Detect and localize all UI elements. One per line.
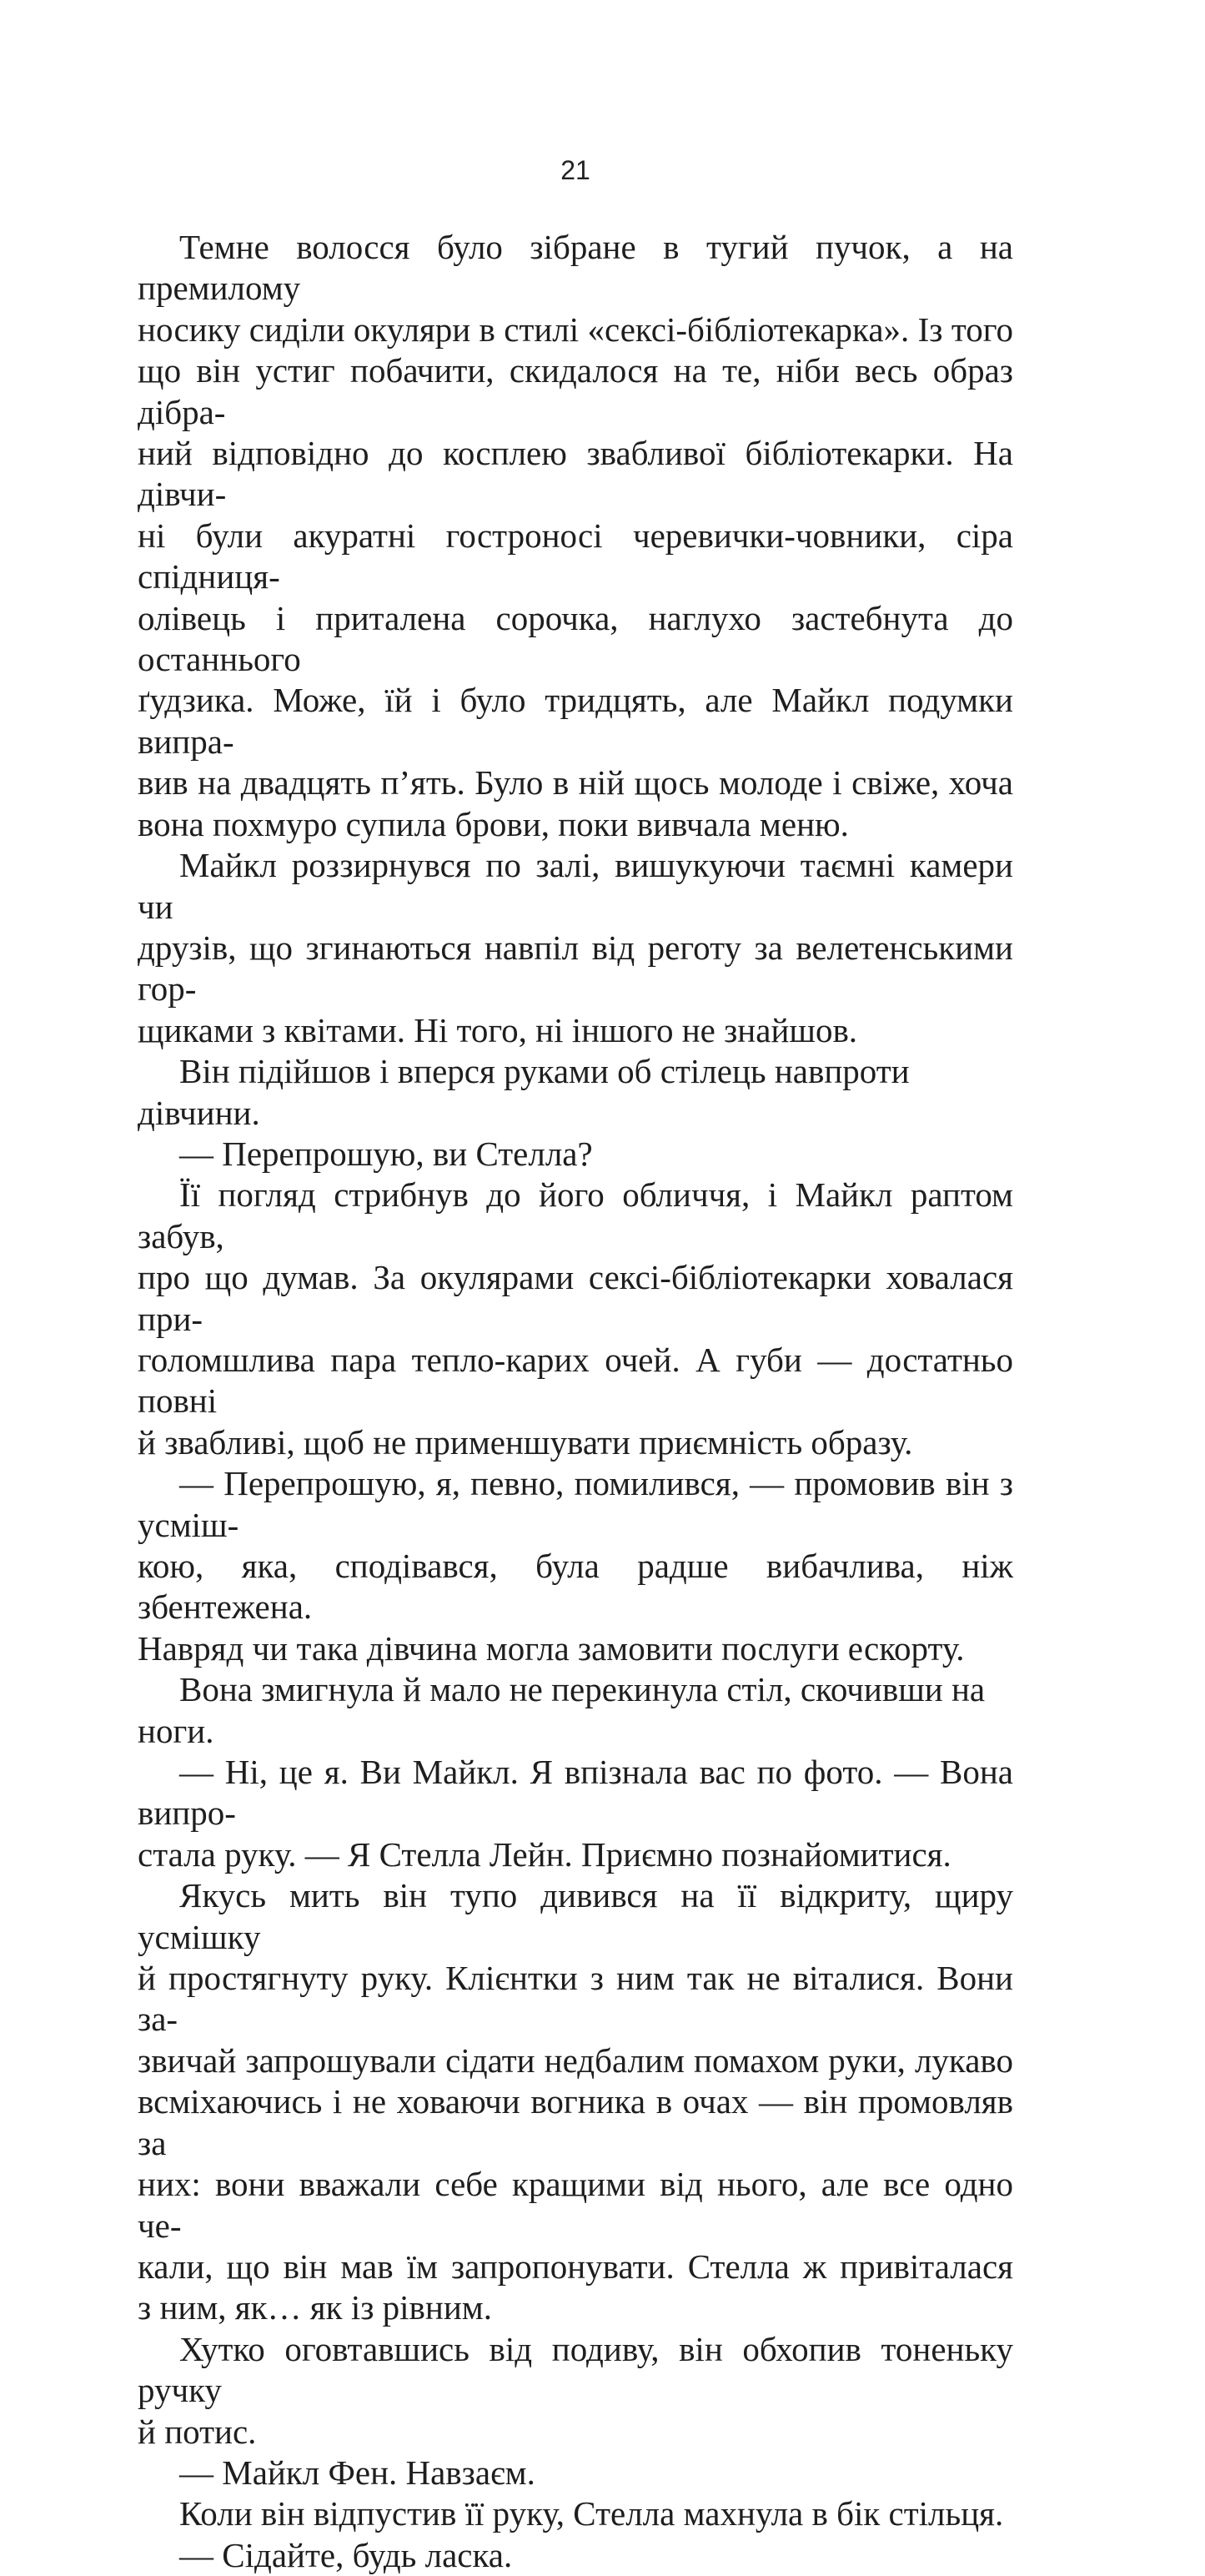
dialogue-paragraph xyxy=(138,1752,1013,1875)
text-line: й потис. xyxy=(138,2412,257,2451)
dialogue-paragraph xyxy=(138,2453,1013,2493)
text-line: з ним, як… як із рівним. xyxy=(138,2288,492,2327)
body-text xyxy=(138,227,1013,2576)
text-line: Вона змигнула й мало не перекинула стіл, скочивши на ноги. xyxy=(138,1670,986,1750)
text-line: ні були акуратні гостроносі черевички-човники, сіра спідниця- xyxy=(138,516,1013,596)
text-paragraph xyxy=(138,1051,1013,1134)
text-line: Темне волосся було зібране в тугий пучок, а на премилому xyxy=(138,228,1013,308)
text-line: вона похмуро супила брови, поки вивчала меню. xyxy=(138,804,849,843)
text-line: вив на двадцять п’ять. Було в ній щось молоде і свіже, хоча xyxy=(138,763,1013,802)
text-line: Хутко оговтавшись від подиву, він обхопив тоненьку ручку xyxy=(138,2329,1013,2410)
text-paragraph xyxy=(138,1669,1013,1752)
text-line: голомшлива пара тепло-карих очей. А губи — достатньо повні xyxy=(138,1340,1013,1421)
text-line: Коли він відпустив її руку, Стелла махнула в бік стільця. xyxy=(179,2494,1004,2533)
text-line: й звабливі, щоб не применшувати приємність образу. xyxy=(138,1422,913,1462)
dialogue-paragraph xyxy=(138,2535,1013,2576)
text-line: Навряд чи така дівчина могла замовити послуги ескорту. xyxy=(138,1628,965,1668)
text-line: й простягнуту руку. Клієнтки з ним так не віталися. Вони за- xyxy=(138,1959,1013,2039)
text-line: щиками з квітами. Ні того, ні іншого не знайшов. xyxy=(138,1010,858,1049)
text-paragraph xyxy=(138,1875,1013,2328)
text-line: що він устиг побачити, скидалося на те, ніби весь образ дібра- xyxy=(138,351,1013,431)
text-line: — Майкл Фен. Навзаєм. xyxy=(179,2453,535,2492)
text-line: звичай запрошували сідати недбалим помахом руки, лукаво xyxy=(138,2040,1013,2080)
text-paragraph xyxy=(138,2329,1013,2453)
text-line: про що думав. За окулярами сексі-бібліотекарки ховалася при- xyxy=(138,1258,1013,1338)
text-line: ний відповідно до косплею звабливої бібліотекарки. На дівчи- xyxy=(138,434,1013,514)
page-number: 21 xyxy=(560,155,590,185)
text-line: Він підійшов і вперся руками об стілець навпроти дівчини. xyxy=(138,1052,910,1132)
text-paragraph xyxy=(138,1175,1013,1463)
text-paragraph xyxy=(138,227,1013,845)
text-line: — Перепрошую, я, певно, помилився, — промовив він з усміш- xyxy=(138,1464,1013,1544)
text-line: Її погляд стрибнув до його обличчя, і Майкл раптом забув, xyxy=(138,1175,1013,1255)
text-line: — Перепрошую, ви Стелла? xyxy=(179,1134,593,1173)
text-line: Якусь мить він тупо дивився на її відкриту, щиру усмішку xyxy=(138,1876,1013,1956)
text-line: ґудзика. Може, їй і було тридцять, але Майкл подумки випра- xyxy=(138,681,1013,761)
text-line: друзів, що згинаються навпіл від реготу за велетенськими гор- xyxy=(138,928,1013,1009)
text-line: — Ні, це я. Ви Майкл. Я впізнала вас по фото. — Вона випро- xyxy=(138,1753,1013,1833)
text-line: них: вони вважали себе кращими від нього, але все одно че- xyxy=(138,2165,1013,2245)
dialogue-paragraph xyxy=(138,1463,1013,1669)
text-line: носику сиділи окуляри в стилі «сексі-бібліотекарка». Із того xyxy=(138,309,1013,349)
text-paragraph xyxy=(138,2493,1013,2534)
text-line: стала руку. — Я Стелла Лейн. Приємно познайомитися. xyxy=(138,1834,951,1874)
text-line: кали, що він мав їм запропонувати. Стелла ж привіталася xyxy=(138,2246,1013,2286)
text-line: всміхаючись і не ховаючи вогника в очах — він промовляв за xyxy=(138,2082,1013,2162)
text-line: Майкл роззирнувся по залі, вишукуючи таємні камери чи xyxy=(138,846,1013,926)
text-paragraph xyxy=(138,845,1013,1051)
text-line: — Сідайте, будь ласка. xyxy=(179,2535,513,2574)
text-line: кою, яка, сподівався, була радше вибачлива, ніж збентежена. xyxy=(138,1547,1013,1627)
text-line: олівець і приталена сорочка, наглухо застебнута до останнього xyxy=(138,598,1013,679)
dialogue-paragraph xyxy=(138,1134,1013,1175)
